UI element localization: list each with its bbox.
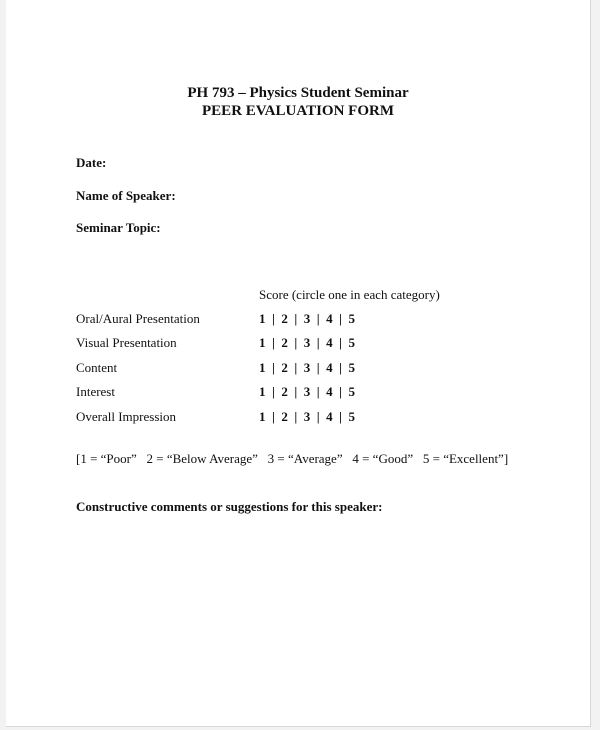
form-title: PEER EVALUATION FORM — [202, 103, 394, 119]
document-page — [6, 0, 591, 727]
score-row-content — [76, 361, 476, 377]
score-scale[interactable]: 1 | 2 | 3 | 4 | 5 — [259, 384, 355, 399]
score-scale[interactable]: 1 | 2 | 3 | 4 | 5 — [259, 335, 355, 350]
score-legend: [1 = “Poor” 2 = “Below Average” 3 = “Average” 4 = “Good” 5 = “Excellent”] — [76, 451, 509, 466]
category-label: Overall Impression — [76, 409, 177, 424]
score-row-oral-aural — [76, 312, 476, 328]
score-scale[interactable]: 1 | 2 | 3 | 4 | 5 — [259, 360, 355, 375]
score-row-visual — [76, 336, 476, 352]
date-label: Date: — [76, 155, 107, 170]
course-title: PH 793 – Physics Student Seminar — [187, 85, 409, 101]
speaker-name-label: Name of Speaker: — [76, 188, 176, 203]
score-heading: Score (circle one in each category) — [259, 287, 440, 302]
category-label: Visual Presentation — [76, 335, 177, 350]
score-scale[interactable]: 1 | 2 | 3 | 4 | 5 — [259, 409, 355, 424]
score-row-overall — [76, 410, 476, 426]
category-label: Oral/Aural Presentation — [76, 311, 200, 326]
seminar-topic-label: Seminar Topic: — [76, 220, 161, 235]
category-label: Content — [76, 360, 118, 375]
category-label: Interest — [76, 384, 115, 399]
score-scale[interactable]: 1 | 2 | 3 | 4 | 5 — [259, 311, 355, 326]
score-row-interest — [76, 385, 476, 401]
comments-label: Constructive comments or suggestions for this speaker: — [76, 499, 383, 514]
